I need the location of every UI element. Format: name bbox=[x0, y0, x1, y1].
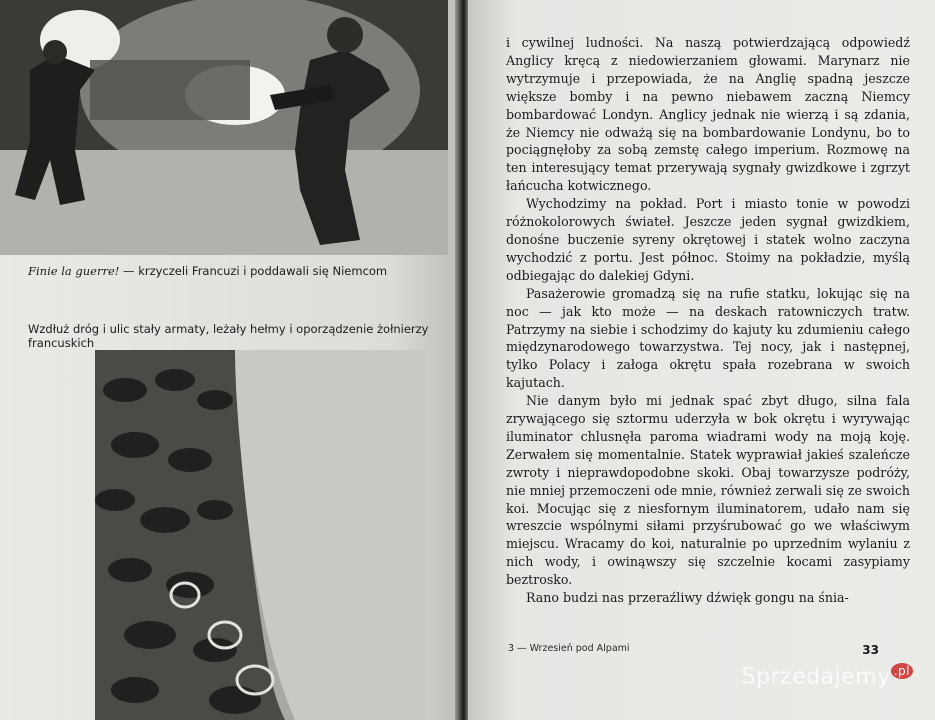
caption-italic-phrase: Finie la guerre! bbox=[28, 264, 120, 278]
watermark-suffix: .pl bbox=[891, 663, 913, 679]
photo-abandoned-helmets bbox=[95, 350, 425, 720]
photo-caption-top bbox=[28, 264, 428, 278]
paragraph: i cywilnej ludności. Na naszą potwierdzającą odpowiedź Anglicy kręcą z niedowierzaniem głowami. Marynarz nie wytrzymuje i przepowiada, że na Anglię spadną jeszcze większe bomby i na pewno niebawem zaczną Niemcy bombardować Londyn. Anglicy jednak nie wierzą i są zdania, że Niemcy nie odważą się na bombardowanie Londynu, bo to pociągnęłoby za sobą zemstę całego imperium. Rozmowę na ten interesujący temat przerywają sygnały gwizdkowe i zgrzyt łańcucha kotwicznego. bbox=[506, 35, 910, 194]
watermark-logo bbox=[742, 664, 913, 689]
photo-helmets-illustration bbox=[95, 350, 425, 720]
body-text bbox=[506, 34, 910, 607]
left-page bbox=[0, 0, 460, 720]
photo-soldiers-illustration bbox=[0, 0, 448, 255]
page-number: 33 bbox=[862, 643, 879, 657]
right-page bbox=[468, 0, 935, 720]
paragraph: Pasażerowie gromadzą się na rufie statku, lokując się na noc — jak kto może — na deskach ratowniczych tratw. Patrzymy na siebie i schodzimy do kajuty ku zdumieniu całego międzynarodowego towarzystwa. Tej nocy, jak i następnej, tylko Polacy i załoga okrętu spała rozebrana w swoich kajutach. bbox=[506, 285, 910, 391]
caption-top-text: — krzyczeli Francuzi i poddawali się Niemcom bbox=[119, 264, 388, 278]
photo-surrendering-soldiers bbox=[0, 0, 448, 255]
paragraph: Nie danym było mi jednak spać zbyt długo, silna fala zrywającego się sztormu uderzyła w bok okrętu i wyrywając iluminator chlusnęła paroma wiadrami wody na moją koję. Zerwałem się momentalnie. Statek wyprawiał jakieś szaleńcze zwroty i nieprawdopodobne skoki. Obaj towarzysze podróży, nie mniej przemoczeni ode mnie, również zerwali się ze swoich koi. Mocując się z niesfornym iluminatorem, udało nam się wreszcie wspólnymi siłami przyśrubować go we właściwym miejscu. Wracamy do koi, naturalnie po uprzednim wylaniu z nich wody, i owinąwszy się szczelnie kocami zasypiamy beztrosko. bbox=[506, 393, 910, 588]
paragraph: Rano budzi nas przeraźliwy dźwięk gongu na śnia- bbox=[526, 590, 849, 606]
photo-caption-bottom: Wzdłuż dróg i ulic stały armaty, leżały hełmy i oporządzenie żołnierzy francuskich bbox=[28, 322, 429, 350]
page-footer-signature: 3 — Wrzesień pod Alpami bbox=[508, 643, 630, 654]
paragraph: Wychodzimy na pokład. Port i miasto tonie w powodzi różnokolorowych świateł. Jeszcze jeden sygnał gwizdkiem, donośne buczenie syreny okrętowej i statek wolno zaczyna wychodzić z portu. Jest północ. Stoimy na pokładzie, myślą odbiegając do dalekiej Gdyni. bbox=[506, 196, 910, 283]
watermark-text: Sprzedajemy bbox=[741, 664, 891, 690]
